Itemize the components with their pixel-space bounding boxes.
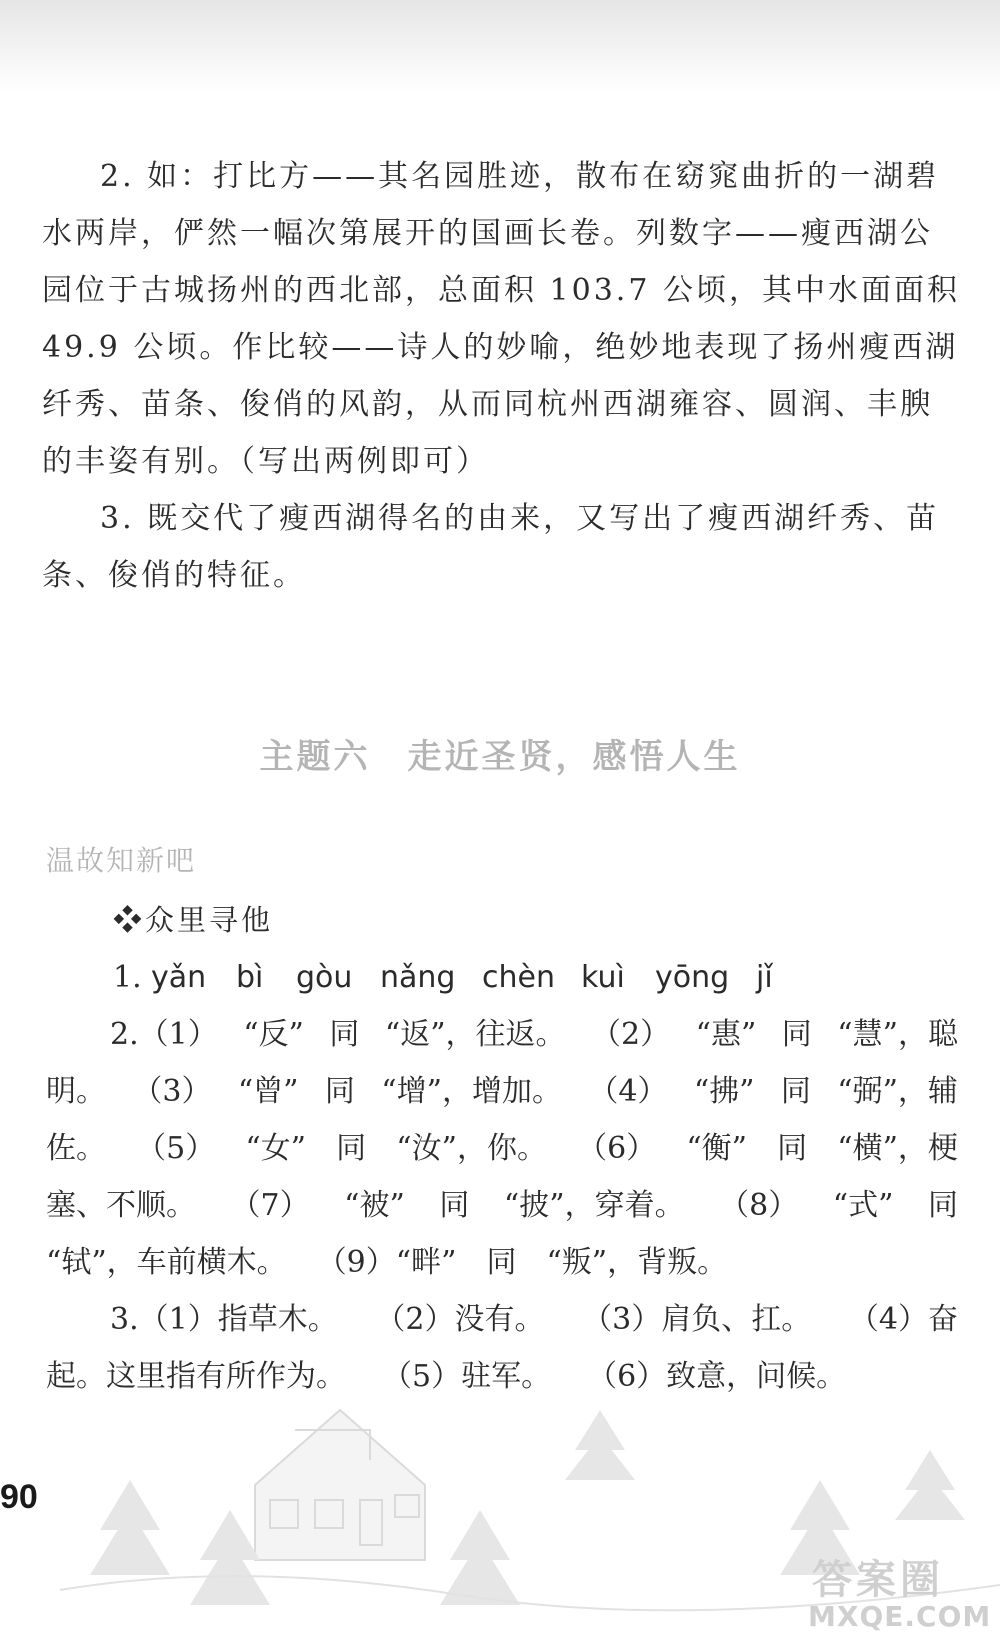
page-number: 90 <box>0 1478 38 1516</box>
text-segment: “披”，穿着。 <box>503 1188 685 1223</box>
text-segment: 同 <box>927 1188 958 1223</box>
text-segment: 塞、不顺。 <box>46 1188 196 1223</box>
text-segment: “返”，往返。 <box>384 1017 566 1052</box>
text-segment: 同 <box>486 1245 517 1280</box>
text-segment: （2） <box>591 1017 671 1052</box>
section-label: 温故知新吧 <box>46 844 197 877</box>
review-2-line-3 <box>46 1129 958 1169</box>
question-number: 1. <box>113 960 142 995</box>
text-segment: 同 <box>777 1131 808 1166</box>
review-2-line-5 <box>46 1243 746 1283</box>
text-segment: （4） <box>588 1074 668 1109</box>
pinyin-item: kuì <box>581 960 625 995</box>
review-2-line-4 <box>46 1186 958 1226</box>
text-segment: 3.（1）指草木。 <box>110 1302 338 1337</box>
answer-2-line-5: 纤秀、苗条、俊俏的风韵，从而同杭州西湖雍容、圆润、丰腴 <box>42 387 933 422</box>
pinyin-item: chèn <box>482 960 555 995</box>
house-icon <box>255 1410 425 1560</box>
pinyin-item: yōng <box>655 960 730 995</box>
text-segment: “增”，增加。 <box>381 1074 562 1109</box>
sub-section-label: ❖众里寻他 <box>113 903 274 937</box>
answer-2-line-2: 水两岸，俨然一幅次第展开的国画长卷。列数字——瘦西湖公 <box>42 216 933 251</box>
theme-title: 主题六 走近圣贤，感悟人生 <box>259 737 741 777</box>
text-segment: 同 <box>780 1074 811 1109</box>
text-segment: （9）“畔” <box>316 1245 457 1280</box>
page-top-texture <box>0 0 1000 95</box>
text-segment: （3）肩负、扛。 <box>582 1302 812 1337</box>
text-segment: “女” <box>245 1131 307 1166</box>
text-segment: “横”，梗 <box>837 1131 958 1166</box>
answer-2-line-6: 的丰姿有别。（写出两例即可） <box>42 444 489 479</box>
pinyin-item: jǐ <box>756 960 773 995</box>
text-segment: “汝”，你。 <box>396 1131 547 1166</box>
pinyin-answer-row <box>113 958 813 998</box>
review-2-line-2 <box>46 1072 958 1112</box>
text-segment: （6）致意，问候。 <box>587 1359 847 1394</box>
text-segment: （5）驻军。 <box>382 1359 552 1394</box>
text-segment: “被” <box>344 1188 405 1223</box>
text-segment: （4）奋 <box>848 1302 958 1337</box>
answer-2-line-1: 2. 如：打比方——其名园胜迹，散布在窈窕曲折的一湖碧 <box>100 159 940 194</box>
text-segment: 佐。 <box>46 1131 106 1166</box>
text-segment: （3） <box>132 1074 212 1109</box>
text-segment: （7） <box>230 1188 310 1223</box>
text-segment: “弼”，辅 <box>837 1074 958 1109</box>
text-segment: “叛”，背叛。 <box>546 1245 728 1280</box>
text-segment: 同 <box>324 1074 355 1109</box>
pinyin-item: bì <box>236 960 264 995</box>
text-segment: “惠” <box>695 1017 757 1052</box>
review-2-line-1 <box>110 1015 958 1055</box>
answer-3-line-1: 3. 既交代了瘦西湖得名的由来，又写出了瘦西湖纤秀、苗 <box>100 501 940 536</box>
text-segment: 同 <box>781 1017 812 1052</box>
text-segment: （6） <box>577 1131 657 1166</box>
pinyin-item: yǎn <box>151 960 207 995</box>
text-segment: 同 <box>439 1188 470 1223</box>
text-segment: “轼”，车前横木。 <box>46 1245 287 1280</box>
text-segment: 2.（1） <box>110 1017 218 1052</box>
text-segment: “式” <box>832 1188 894 1223</box>
pinyin-item: gòu <box>296 960 353 995</box>
text-segment: “慧”，聪 <box>837 1017 958 1052</box>
review-3-line-1 <box>110 1300 958 1340</box>
text-segment: 起。这里指有所作为。 <box>46 1359 346 1394</box>
text-segment: “拂” <box>693 1074 755 1109</box>
text-segment: “反” <box>243 1017 304 1052</box>
text-segment: （8） <box>719 1188 799 1223</box>
text-segment: “衡” <box>686 1131 747 1166</box>
text-segment: （2）没有。 <box>375 1302 545 1337</box>
answer-2-line-4: 49.9 公顷。作比较——诗人的妙喻，绝妙地表现了扬州瘦西湖 <box>42 330 959 365</box>
answer-3-line-2: 条、俊俏的特征。 <box>42 558 306 593</box>
text-segment: 同 <box>336 1131 367 1166</box>
pinyin-item: nǎng <box>380 960 456 995</box>
text-segment: 同 <box>329 1017 360 1052</box>
text-segment: （5） <box>136 1131 216 1166</box>
text-segment: “曾” <box>237 1074 299 1109</box>
watermark-logo-text: 答案圈 <box>812 1557 944 1603</box>
answer-2-line-3: 园位于古城扬州的西北部，总面积 103.7 公顷，其中水面面积 <box>42 273 960 308</box>
watermark-url: MXQE.COM <box>808 1600 992 1633</box>
text-segment: 明。 <box>46 1074 106 1109</box>
